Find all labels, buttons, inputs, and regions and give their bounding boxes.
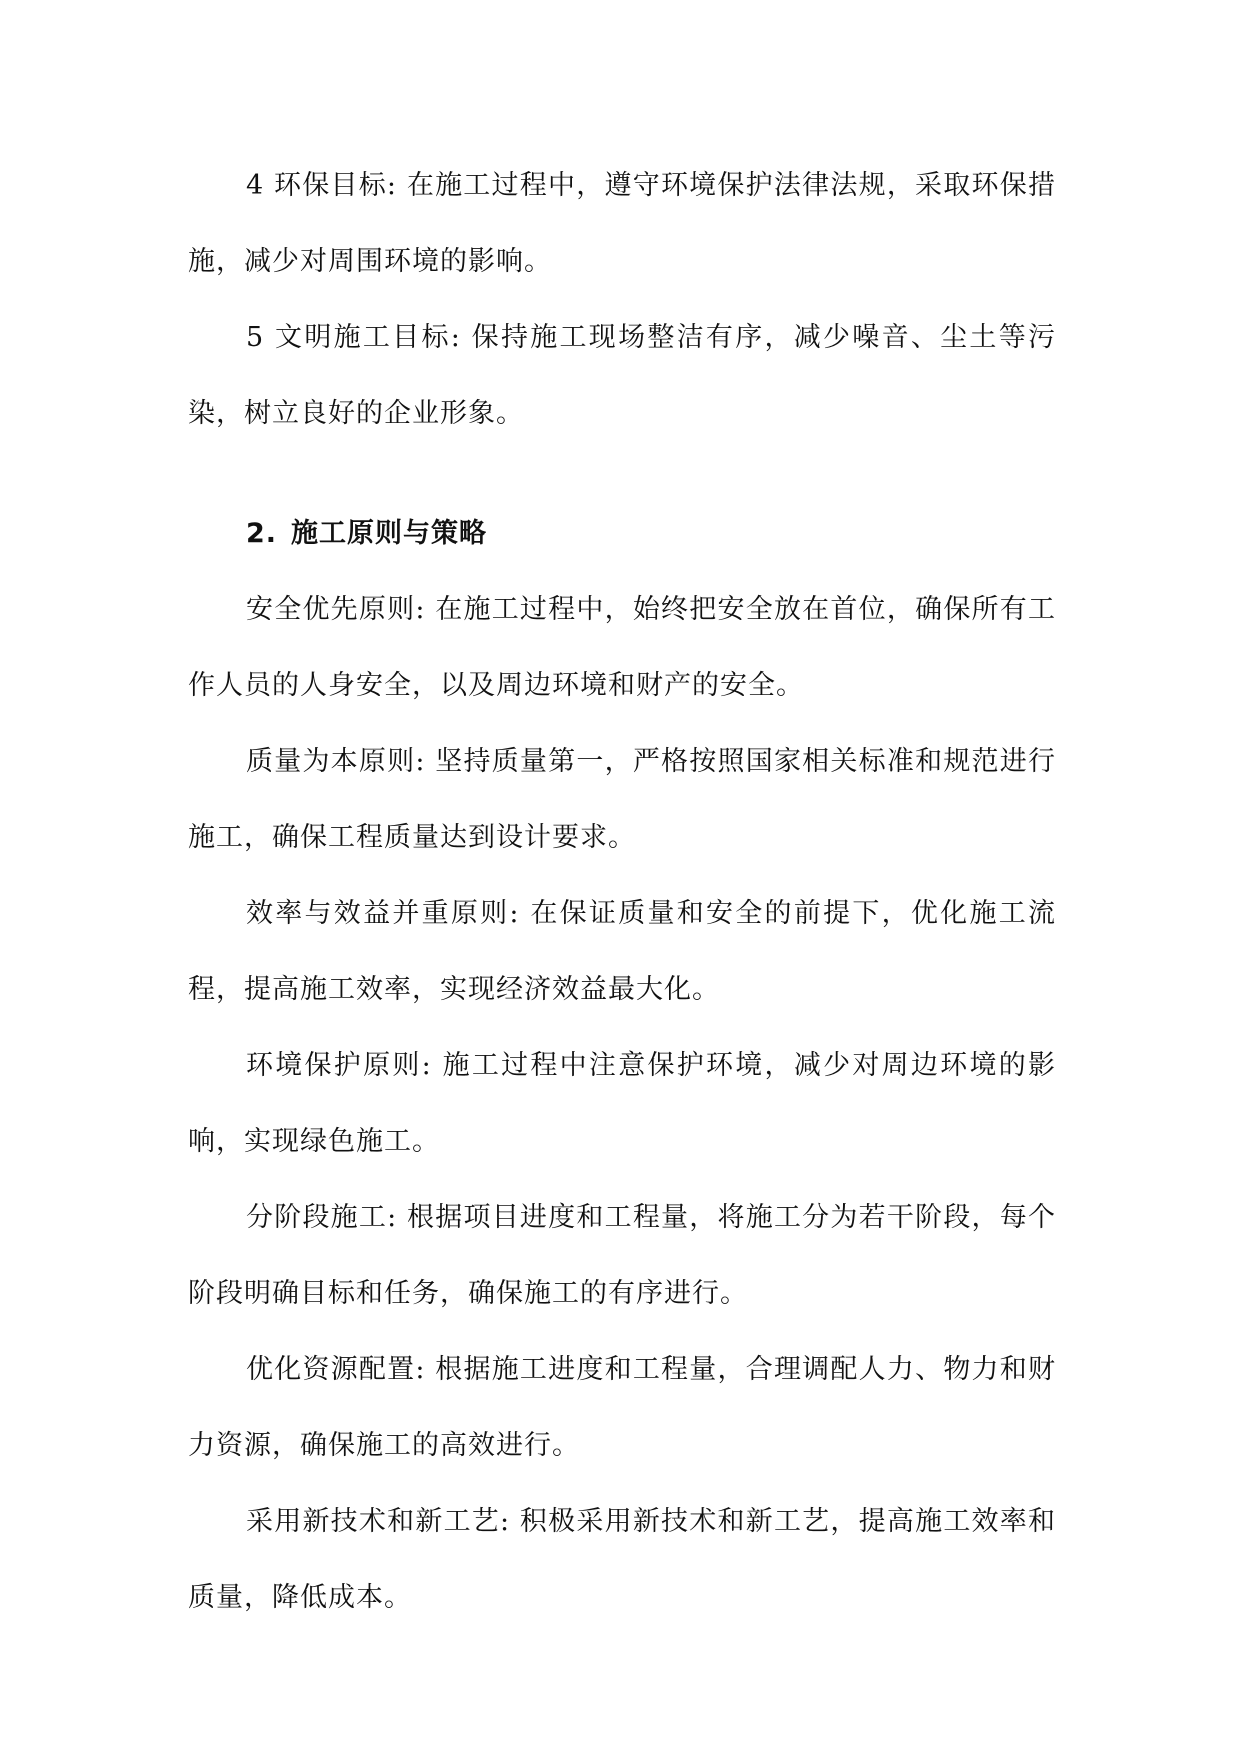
section-spacer bbox=[188, 452, 1056, 496]
paragraph-environmental-protection: 环境保护原则: 施工过程中注意保护环境，减少对周边环境的影响，实现绿色施工。 bbox=[188, 1050, 1056, 1157]
paragraph-civilized-construction-goal: 5 文明施工目标: 保持施工现场整洁有序，减少噪音、尘土等污染，树立良好的企业形象。 bbox=[188, 322, 1056, 429]
paragraph-safety-first: 安全优先原则: 在施工过程中，始终把安全放在首位，确保所有工作人员的人身安全，以及周边环境和财产的安全。 bbox=[188, 594, 1056, 701]
document-page bbox=[188, 148, 1056, 1636]
paragraph-resource-allocation: 优化资源配置: 根据施工进度和工程量，合理调配人力、物力和财力资源，确保施工的高效进行。 bbox=[188, 1354, 1056, 1461]
paragraph-efficiency-benefit: 效率与效益并重原则: 在保证质量和安全的前提下，优化施工流程，提高施工效率，实现经济效益最大化。 bbox=[188, 898, 1056, 1005]
section-title: 施工原则与策略 bbox=[291, 518, 488, 549]
paragraph-environmental-goal: 4 环保目标: 在施工过程中，遵守环境保护法律法规，采取环保措施，减少对周围环境的影响。 bbox=[188, 170, 1056, 277]
paragraph-new-technology: 采用新技术和新工艺: 积极采用新技术和新工艺，提高施工效率和质量，降低成本。 bbox=[188, 1506, 1056, 1613]
section-number: 2. bbox=[246, 518, 278, 549]
section-heading bbox=[246, 496, 1056, 572]
paragraph-phased-construction: 分阶段施工: 根据项目进度和工程量，将施工分为若干阶段，每个阶段明确目标和任务，确保施工的有序进行。 bbox=[188, 1202, 1056, 1309]
paragraph-quality-based: 质量为本原则: 坚持质量第一，严格按照国家相关标准和规范进行施工，确保工程质量达到设计要求。 bbox=[188, 746, 1056, 853]
